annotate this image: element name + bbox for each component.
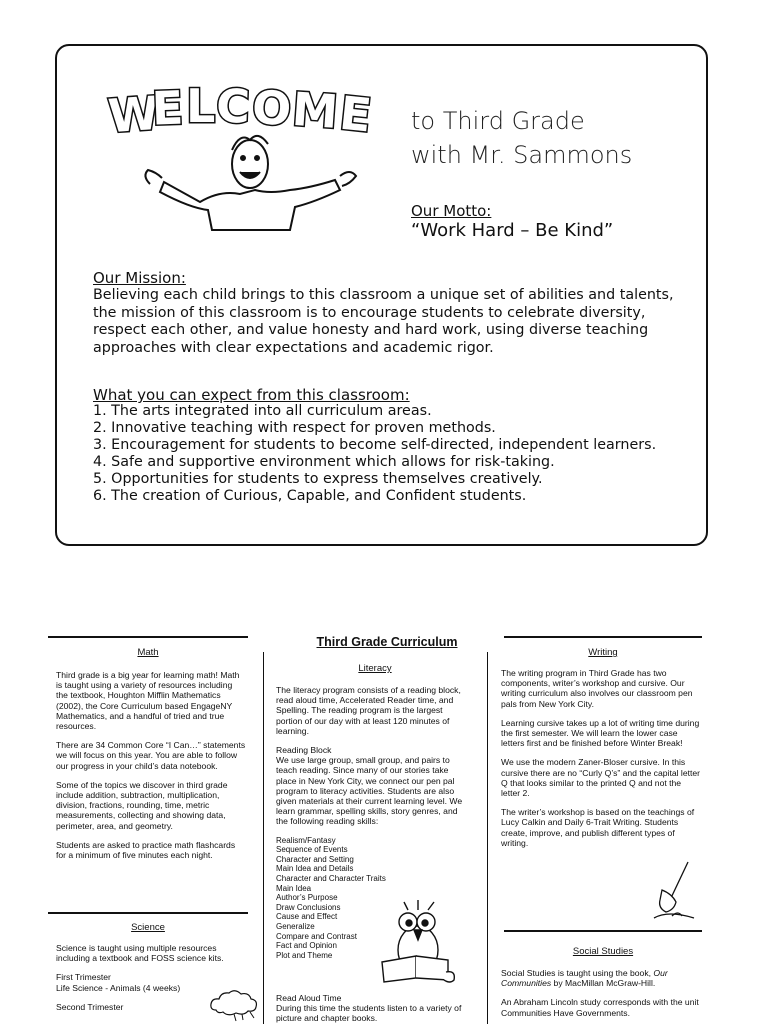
divider: [263, 652, 264, 1024]
paragraph: Some of the topics we discover in third grade include addition, subtraction, multiplication, division, fractions, rounding, time, metric measurements, collecting and showing data, perimeter, area, and geometry.: [56, 779, 228, 831]
greeting-line-1: to Third Grade: [411, 107, 585, 135]
science-heading: Science: [131, 922, 165, 933]
trimester-1: First Trimester: [56, 972, 111, 983]
paragraph: The literacy program consists of a reading block, read aloud time, Accelerated Reader time, and Spelling. The reading program is the largest portion of our day with at least 120 minutes of learning.: [276, 685, 461, 736]
text: by MacMillan McGraw-Hill.: [551, 978, 656, 989]
svg-text:C: C: [215, 78, 251, 134]
paragraph: The writer’s workshop is based on the teachings of Lucy Calkin and Daily 6-Trait Writing. Students create, improve, and publish different types of writing.: [501, 807, 695, 848]
divider: [487, 652, 488, 1024]
svg-text:M: M: [290, 81, 340, 139]
divider: [504, 636, 702, 638]
math-section: [56, 670, 246, 869]
read-aloud-section: [276, 993, 466, 1024]
text: Social Studies is taught using the book,: [501, 968, 654, 978]
reading-block-heading: Reading Block: [276, 745, 332, 756]
paragraph: There are 34 Common Core “I Can…” statements we will focus on this year. You are able to follow our progress in your child’s data notebook.: [56, 740, 246, 771]
writing-section: [501, 668, 701, 857]
paragraph: We use the modern Zaner-Bloser cursive. In this cursive there are no “Curly Q’s” and the capital letter Q that looks similar to the printed Q and not the letter 2.: [501, 757, 701, 799]
list-item: Realism/Fantasy: [276, 835, 336, 845]
curriculum-title: Third Grade Curriculum: [316, 635, 458, 649]
social-studies-section: [501, 968, 707, 1027]
read-aloud-heading: Read Aloud Time: [276, 993, 342, 1003]
mission-heading: Our Mission:: [93, 269, 186, 287]
divider: [48, 636, 248, 638]
greeting-line-2: with Mr. Sammons: [411, 141, 633, 169]
list-item: Compare and Contrast: [276, 931, 357, 941]
expectations-heading: What you can expect from this classroom:: [93, 386, 410, 404]
list-item: 4. Safe and supportive environment which allows for risk-taking.: [93, 454, 555, 470]
paragraph: Learning cursive takes up a lot of writing time during the first semester. We will learn the lower case letters first and be finished before Winter Break!: [501, 717, 700, 749]
paragraph: We use large group, small group, and pairs to teach reading. Since many of our stories take place in New York City, we connect our pen pal program to literacy activities. Students are also given materials at their current learning level. We learn grammar, spelling skills, story genres, and the following reading skills:: [276, 755, 463, 827]
svg-text:W: W: [106, 85, 161, 144]
trimester-1-unit: Life Science - Animals (4 weeks): [56, 982, 181, 993]
social-studies-heading: Social Studies: [572, 946, 634, 957]
list-item: Character and Setting: [276, 854, 354, 864]
list-item: Main Idea: [276, 883, 312, 893]
divider: [504, 930, 702, 932]
cloud-icon: [206, 988, 260, 1022]
divider: [48, 912, 248, 914]
paragraph: Third grade is a big year for learning math! Math is taught using a variety of resources including the textbook, Houghton Mifflin Mathematics (2002), the Core Curriculum based EngageNY Mathematics, and a handful of tried and true resources.: [56, 670, 240, 732]
list-item: 3. Encouragement for students to become self-directed, independent learners.: [93, 437, 657, 453]
paragraph: During this time the students listen to a variety of picture and chapter books.: [276, 1003, 462, 1024]
list-item: Plot and Theme: [276, 950, 333, 960]
list-item: 2. Innovative teaching with respect for proven methods.: [93, 420, 496, 436]
writing-heading: Writing: [588, 647, 618, 658]
svg-text:O: O: [250, 80, 293, 137]
mission-text: Believing each child brings to this classroom a unique set of abilities and talents, the mission of this classroom is to encourage students to celebrate diversity, respect each other, and value honesty and hard work, using diverse teaching approaches with clear expectations and academic rigor.: [93, 287, 674, 356]
welcome-cartoon-icon: [100, 72, 385, 232]
svg-text:E: E: [150, 80, 185, 136]
list-item: Cause and Effect: [276, 912, 338, 922]
list-item: 6. The creation of Curious, Capable, and Confident students.: [93, 488, 527, 504]
reading-bird-icon: [378, 900, 458, 984]
paragraph: The writing program in Third Grade has two components, writer’s workshop and cursive. Our writing curriculum also involves our classroom pen pals from New York City.: [501, 668, 693, 709]
list-item: Fact and Opinion: [276, 941, 337, 951]
list-item: Author’s Purpose: [276, 893, 338, 903]
svg-text:E: E: [337, 85, 374, 143]
writing-hand-icon: [652, 860, 696, 922]
math-heading: Math: [137, 647, 159, 658]
list-item: 5. Opportunities for students to express themselves creatively.: [93, 471, 543, 487]
motto-heading: Our Motto:: [411, 202, 492, 220]
literacy-heading: Literacy: [358, 663, 392, 674]
trimester-2: Second Trimester: [56, 1001, 124, 1012]
list-item: 1. The arts integrated into all curriculum areas.: [93, 403, 432, 419]
paragraph: Science is taught using multiple resources including a textbook and FOSS science kits.: [56, 943, 224, 964]
greeting: [411, 104, 632, 172]
list-item: Draw Conclusions: [276, 902, 341, 912]
svg-text:L: L: [186, 79, 216, 133]
expectations-list: [93, 403, 656, 505]
paragraph: Students are asked to practice math flashcards for a minimum of five minutes each night.: [56, 839, 236, 861]
paragraph: An Abraham Lincoln study corresponds with the unit Communities Have Governments.: [501, 997, 699, 1018]
book-title: Our Communities: [501, 968, 668, 989]
paragraph: [501, 968, 707, 988]
list-item: Character and Character Traits: [276, 874, 386, 884]
motto: “Work Hard – Be Kind”: [411, 220, 614, 241]
list-item: Generalize: [276, 921, 315, 931]
list-item: Main Idea and Details: [276, 864, 354, 874]
list-item: Sequence of Events: [276, 845, 348, 855]
